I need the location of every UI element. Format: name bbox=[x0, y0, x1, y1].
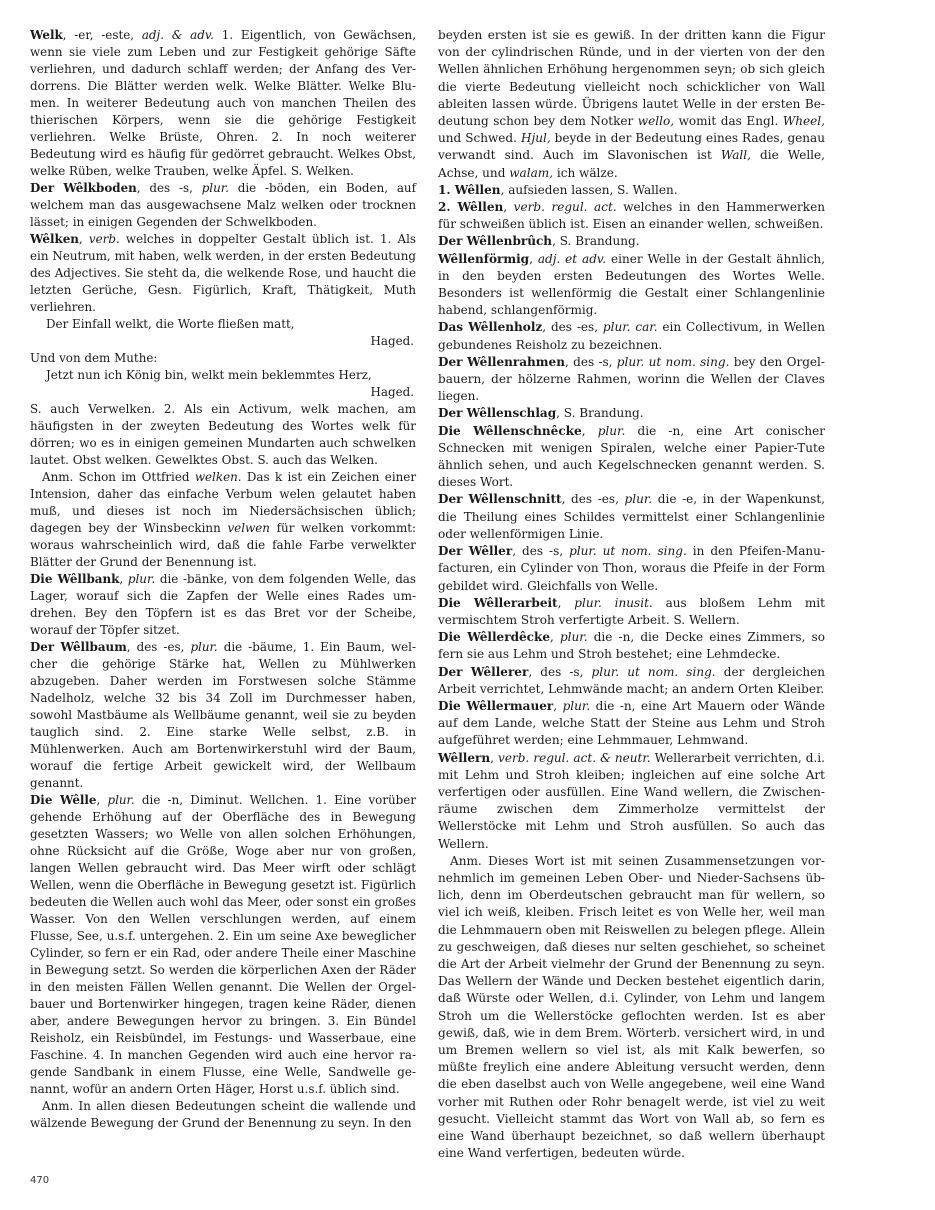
headword: Die Wêllerdêcke bbox=[438, 630, 550, 645]
entry-text: , bbox=[553, 698, 563, 713]
headword: Wêllern bbox=[438, 750, 491, 765]
headword: 1. Wêllen bbox=[438, 182, 501, 197]
verse-quote: Jetzt nun ich König bin, welkt mein beklemmtes Herz, bbox=[46, 368, 372, 382]
headword: Der Wêllenschnitt bbox=[438, 492, 562, 507]
entry-text: die -bänke, von dem folgenden Welle, das Lager, worauf sich die Zapfen der Welle eines Rades umdrehen. Bey den Töpfern ist es das Bret vor der Scheibe, worauf der Töpfer sitzet. bbox=[30, 572, 417, 637]
headword: Die Wêllbank bbox=[30, 572, 120, 586]
entry-text: 1. Eigentlich, von Gewächsen, wenn sie viele zum Leben und zur Festigkeit gehörige Säfte verliehren, und dadurch schlaff werden; der Anfang des Verdorrens. Die Blätter werden welk. Welke Blätter. Welke Blumen. In weiterer Bedeutung auch von manchen Theilen des thierischen Körpers, wenn sie die gehörige Festigkeit verliehren. Welke Brüste, Ohren. 2. In noch weiterer Bedeutung wird es häufig für gedörret gebraucht. Welkes Obst, welke Rüben, welke Trauben, welke Äpfel. S. Welken. bbox=[30, 28, 416, 178]
left-column bbox=[30, 27, 416, 1132]
entry-text: ein Collectivum, in Wellen gebundenes Reisholz zu bezeichnen. bbox=[438, 320, 825, 352]
entry-wellerer bbox=[438, 664, 825, 698]
entry-text: die -e, in der Wapenkunst, die Theilung eines Schildes vermittelst einer Schlangenlinie oder wellenförmigen Linie. bbox=[438, 492, 826, 541]
grammar-label: plur. bbox=[107, 793, 135, 807]
entry-wellerarbeit bbox=[438, 595, 825, 629]
entry-text: die -bäume, 1. Ein Baum, welcher die gehörige Stärke hat, Wellen zu Mühlwerken abzugeben. Daher werden im Forstwesen solche Stämme Nadelholz, welche 32 bis 34 Zoll im Durchmesser haben, sowohl Mastbäume als Wellbäume genannt, weil sie zu beyden tauglich sind. 2. Eine starke Welle selbst, z.B. in Mühlenwerken. Auch am Bortenwirkerstuhl wird der Baum, worauf die fertige Arbeit gewickelt wird, der Wellbaum genannt. bbox=[30, 640, 416, 790]
annotation-welken bbox=[30, 469, 416, 571]
entry-wellbaum bbox=[30, 639, 416, 792]
annotation-text: Anm. Schon im Ottfried bbox=[42, 470, 195, 484]
entry-text: die -n, eine Art conischer Schnecken mit wenigen Spiralen, welche einer Papier-Tute ähnlich sehen, und auch Kegelschnecken genannt werden. S. dieses Wort. bbox=[438, 423, 825, 490]
grammar-label: plur. bbox=[624, 492, 653, 507]
grammar-label: adj. et adv. bbox=[537, 251, 607, 266]
entry-wellenschnitt bbox=[438, 491, 825, 543]
entry-text: , bbox=[550, 630, 560, 645]
entry-text: , des -s, bbox=[564, 354, 617, 369]
entry-wellbank bbox=[30, 571, 416, 639]
headword: Die Wêlle bbox=[30, 793, 97, 807]
grammar-label: adj. & adv. bbox=[141, 28, 214, 42]
cited-form: Wall, bbox=[720, 148, 751, 163]
entry-text: , bbox=[529, 251, 538, 266]
entry-text: in den Pfeifen-Manufacturen, ein Cylinder von Thon, woraus die Pfeife in der Form gebildet wird. Gleichfalls von Welle. bbox=[438, 544, 825, 593]
cited-form: walam, bbox=[509, 165, 554, 180]
entry-text: , des -es, bbox=[542, 320, 603, 335]
entry-wellen-1 bbox=[438, 182, 825, 199]
grammar-label: plur. car. bbox=[602, 320, 658, 335]
cited-form: welken. bbox=[194, 470, 242, 484]
headword: Wêlken bbox=[30, 232, 79, 246]
headword: 2. Wêllen bbox=[438, 200, 504, 215]
annotation-text: und Schwed. bbox=[438, 131, 521, 146]
cited-form: wello, bbox=[637, 114, 675, 129]
headword: Die Wêllermauer bbox=[438, 698, 554, 713]
annotation-text: Das k ist ein Zeichen einer Intension, daher das einfache Verbum welen gelautet haben muß, und dieses ist noch im Niedersächsischen üblich; dagegen bey der Winsbeckinn bbox=[30, 470, 416, 535]
headword: Der Wêllenschlag bbox=[438, 406, 557, 421]
headword: Wêllenförmig bbox=[438, 251, 530, 266]
grammar-label: plur. bbox=[190, 640, 218, 654]
entry-text: die -böden, ein Boden, auf welchem man das ausgewachsene Malz welken oder trocknen lässet; in einigen Gegenden der Schwelkboden. bbox=[30, 181, 416, 229]
quote-intro: Und von dem Muthe: bbox=[30, 351, 158, 365]
entry-text: , S. Brandung. bbox=[556, 406, 644, 421]
annotation-welle: Anm. In allen diesen Bedeutungen scheint die wallende und wälzende Bewegung der Grund der Benennung zu seyn. In den bbox=[30, 1099, 416, 1130]
annotation-text: für welken vorkommt: woraus wahrscheinlich wird, daß die fahle Farbe verwelkter Blätter der Grund der Benennung ist. bbox=[30, 521, 416, 569]
right-column bbox=[438, 27, 825, 1162]
grammar-label: plur. ut nom. sing. bbox=[616, 354, 730, 369]
entry-text: , S. Brandung. bbox=[552, 234, 640, 249]
entry-wellenfoermig bbox=[438, 251, 825, 320]
headword: Der Wêllenrahmen bbox=[438, 354, 565, 369]
entry-wellenbruch bbox=[438, 233, 825, 250]
entry-text: , des -s, bbox=[528, 664, 592, 679]
entry-wellenschlag bbox=[438, 405, 825, 422]
cited-form: Wheel, bbox=[782, 114, 825, 129]
annotation-text: die Welle, Achse, und bbox=[438, 148, 825, 180]
entry-weller bbox=[438, 543, 825, 595]
annotation-text: ich wälze. bbox=[553, 165, 618, 180]
entry-text: bey den Orgelbauern, der hölzerne Rahmen, worinn die Wellen der Claves liegen. bbox=[438, 354, 825, 404]
grammar-label: plur. ut nom. sing. bbox=[591, 664, 716, 679]
cited-form: velwen bbox=[227, 521, 270, 535]
grammar-label: verb. regul. act. & neutr. bbox=[498, 750, 651, 765]
grammar-label: verb. bbox=[88, 232, 120, 246]
grammar-label: plur. ut nom. sing. bbox=[569, 544, 687, 559]
headword: Die Wêllerarbeit bbox=[438, 595, 558, 610]
entry-text: , des -es, bbox=[126, 640, 191, 654]
entry-text: , des -es, bbox=[561, 492, 625, 507]
entry-text: , bbox=[503, 200, 514, 215]
entry-welkboden bbox=[30, 180, 416, 231]
entry-welken bbox=[30, 231, 416, 316]
entry-text: welches in doppelter Gestalt üblich ist. 1. Als ein Neutrum, mit haben, welk werden, in der ersten Bedeutung des Adjectives. Sie steht da, die welkende Rose, und haucht die letzten Gerüche, Gesn. Figürlich, Kraft, Thätigkeit, Muth verliehren. bbox=[30, 232, 416, 314]
entry-text: Wellerarbeit verrichten, d.i. mit Lehm und Stroh kleiben; ingleichen auf eine solche Art verfertigen oder ausfüllen. Eine Wand wellern, die Zwischenräume zwischen dem Zimmerholze vermittelst der Wellerstöcke mit Lehm und Stroh ausfüllen. So auch das Wellern. bbox=[438, 750, 825, 851]
headword: Der Wêlkboden bbox=[30, 181, 137, 195]
entry-text: der dergleichen Arbeit verrichtet, Lehmwände macht; an andern Orten Kleiber. bbox=[438, 664, 825, 696]
entry-text: die -n, eine Art Mauern oder Wände auf dem Lande, welche Statt der Steine aus Lehm und Stroh aufgeführet werden; eine Lehmmauer, Lehmwand. bbox=[438, 698, 825, 748]
entry-wellerdecke bbox=[438, 629, 825, 663]
entry-text: , des -s, bbox=[136, 181, 202, 195]
entry-wellen-2 bbox=[438, 199, 825, 233]
entry-text: , aufsieden lassen, S. Wallen. bbox=[500, 182, 678, 197]
quote-citation: Haged. bbox=[370, 334, 414, 348]
headword: Der Wêllenbrûch bbox=[438, 234, 553, 249]
entry-welle bbox=[30, 792, 416, 1098]
entry-text: , bbox=[581, 423, 598, 438]
entry-text: die -n, Diminut. Wellchen. 1. Eine vorüber gehende Erhöhung auf der Oberfläche des in Bewegung gesetzten Wassers; wo Welle von allen solchen Erhöhungen, ohne Rücksicht auf die Größe, Woge aber nur von großen, langen Wellen gebraucht wird. Das Meer wirft oder schlägt Wellen, wenn die Oberfläche in Bewegung gesetzt ist. Figürlich bedeuten die Wellen auch wohl das Meer, oder sonst ein großes Wasser. Von den Wellen verschlungen werden, auf einem Flusse, See, u.s.f. untergehen. 2. Ein um seine Axe beweglicher Cylinder, so fern er ein Rad, oder andere Theile einer Maschine in Bewegung setzt. So werden die körperlichen Axen der Räder in den meisten Fällen Wellen genannt. Die Wellen der Orgelbauer und Bortenwirker hingegen, tragen keine Räder, dienen aber, andere Bewegungen hervor zu bringen. 3. Ein Bündel Reisholz, ein Reisbündel, im Festungs- und Wasserbaue, eine Faschine. 4. In manchen Gegenden wird auch eine hervor ragende Sandbank in einem Flusse, eine Welle, Sandwelle genannt, wofür an andern Orten Häger, Horst u.s.f. üblich sind. bbox=[30, 793, 416, 1096]
entry-text: , des -s, bbox=[512, 544, 570, 559]
entry-wellenschnecke bbox=[438, 423, 825, 492]
entry-welk bbox=[30, 27, 416, 180]
grammar-label: plur. bbox=[562, 698, 591, 713]
quote-citation: Haged. bbox=[370, 385, 414, 399]
entry-wellenholz bbox=[438, 319, 825, 353]
entry-text: , bbox=[490, 750, 499, 765]
entry-text: welches in den Hammerwerken für schweißen üblich ist. Eisen an einander wellen, schweißen. bbox=[438, 200, 825, 232]
grammar-label: plur. bbox=[597, 423, 626, 438]
entry-text: einer Welle in der Gestalt ähnlich, in den beyden ersten Bedeutungen des Wortes Welle. Besonders ist wellenförmig die Gestalt einer Schlangenlinie habend, schlangenförmig. bbox=[438, 251, 826, 318]
entry-text: , -er, -este, bbox=[62, 28, 142, 42]
headword: Welk bbox=[30, 28, 63, 42]
annotation-text: womit das Engl. bbox=[674, 114, 783, 129]
annotation-wellern: Anm. Dieses Wort ist mit seinen Zusammensetzungen vornehmlich im gemeinen Leben Ober- und Nieder-Sachsens üblich, denn im Oberdeutschen gebraucht man für wellern, so viel ich weiß, kleiben. Frisch leitet es von Welle her, weil man die Lehmmauern oben mit Reiswellen zu belegen pflege. Allein zu geschweigen, daß dieses nur selten geschiehet, so scheinet die Art der Arbeit vielmehr der Grund der Benennung zu seyn. Das Wellern der Wände und Decken bestehet eigentlich darin, daß Würste oder Wellen, d.i. Cylinder, von Lehm und langem Stroh um die Wellerstöcke geflochten werden. Ist es aber gewiß, daß, wie in dem Brem. Wörterb. versichert wird, in und um Bremen wellern so viel ist, als mit Kalk bewerfen, so müßte freylich eine andere Ableitung versucht werden, denn die eben daselbst auch von Welle angegebene, weil eine Wand vorher mit Ruthen oder Rohr benagelt werde, ist viel zu weit gesucht. Vielleicht stammt das Wort von Wall ab, so fern es eine Wand überhaupt bezeichnet, so daß wellern überhaupt eine Wand verfertigen, bedeuten würde. bbox=[438, 853, 825, 1161]
entry-welken-continued: S. auch Verwelken. 2. Als ein Activum, welk machen, am häufigsten in der zweyten Bedeutung des Wortes welk für dörren; wo es in einigen gemeinen Mundarten auch schwelken lautet. Obst welken. Gewelktes Obst. S. auch das Welken. bbox=[30, 402, 416, 467]
headword: Der Wêllbaum bbox=[30, 640, 127, 654]
annotation-text: beyden ersten ist sie es gewiß. In der dritten kann die Figur von der cylindrischen Ründe, und in der vierten von der den Wellen ähnlichen Erhöhung hergenommen seyn; ob sich gleich die vierte Bedeutung vielleicht noch schicklicher von Wall ableiten lassen würde. Übrigens lautet Welle in der ersten Bedeutung schon bey dem Notker bbox=[438, 28, 825, 129]
entry-text: aus bloßem Lehm mit vermischtem Stroh verfertigte Arbeit. S. Wellern. bbox=[438, 595, 825, 627]
grammar-label: verb. regul. act. bbox=[513, 200, 617, 215]
headword: Der Wêllerer bbox=[438, 664, 529, 679]
verse-quote: Der Einfall welkt, die Worte fließen matt, bbox=[46, 317, 295, 331]
entry-wellenrahmen bbox=[438, 354, 825, 406]
entry-wellermauer bbox=[438, 698, 825, 750]
cited-form: Hjul, bbox=[520, 131, 551, 146]
entry-text: , bbox=[557, 595, 575, 610]
grammar-label: plur. bbox=[201, 181, 229, 195]
entry-wellern bbox=[438, 750, 825, 853]
entry-text: die -n, die Decke eines Zimmers, so fern sie aus Lehm und Stroh bestehet; eine Lehmdecke. bbox=[438, 630, 825, 662]
entry-text: , bbox=[96, 793, 108, 807]
headword: Das Wêllenholz bbox=[438, 320, 543, 335]
page-number: 470 bbox=[30, 1175, 50, 1186]
grammar-label: plur. bbox=[127, 572, 156, 586]
annotation-welle-continued bbox=[438, 27, 825, 182]
grammar-label: plur. inusit. bbox=[574, 595, 653, 610]
entry-text: , bbox=[119, 572, 128, 586]
annotation-text: beyde in der Bedeutung eines Rades, genau verwandt sind. Auch im Slavonischen ist bbox=[438, 131, 825, 163]
headword: Der Wêller bbox=[438, 544, 513, 559]
headword: Die Wêllenschnêcke bbox=[438, 423, 582, 438]
entry-text: , bbox=[78, 232, 89, 246]
grammar-label: plur. bbox=[559, 630, 588, 645]
